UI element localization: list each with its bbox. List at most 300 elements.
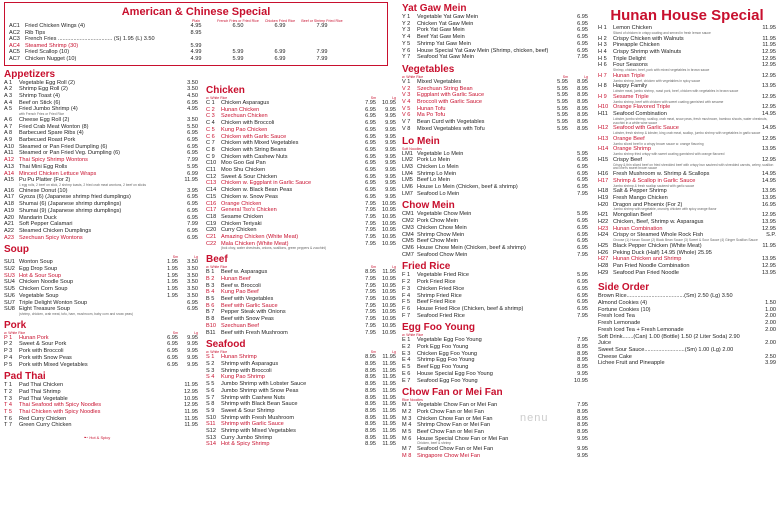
item-price-small: 8.95 [365, 414, 376, 421]
side-order-row [598, 354, 776, 361]
item-name: Seafood with Garlic Sauce [613, 125, 679, 132]
menu-item-row [402, 232, 588, 239]
item-price-small: 8.95 [365, 381, 376, 388]
item-code: H11 [598, 111, 608, 118]
item-price-small: 8.95 [365, 421, 376, 428]
menu-item-row [402, 245, 588, 252]
item-code: CM6 [402, 244, 414, 251]
item-code: A 4 [4, 99, 13, 106]
item-name: Curry Chicken [221, 227, 257, 234]
item-code: H17 [598, 177, 609, 184]
size-large-label: Lg [392, 350, 396, 355]
item-code: B 4 [206, 289, 215, 296]
item-description: Jumbo shrimp with vegetable, crunchy chicken with spicy orange flavor [613, 207, 717, 212]
item-price: 6.95 [187, 150, 198, 157]
menu-item-row [4, 409, 198, 416]
item-name: Chicken Asparagus [221, 100, 270, 106]
item-price: 6.95 [187, 136, 198, 143]
item-price: 8.95 [577, 344, 588, 351]
item-name: Chicken Chow Mein [417, 224, 467, 231]
item-price: S.P. [766, 232, 776, 239]
menu-item-row [598, 226, 776, 233]
american-chinese-special-list [9, 23, 383, 63]
section-vegetables [402, 64, 588, 133]
item-name: Shrimp with Cashew Nuts [221, 394, 286, 401]
item-name: House Special Egg Foo Young [417, 370, 493, 377]
item-name: Broccoli with Garlic Sauce [417, 99, 482, 106]
item-code: B 6 [206, 302, 215, 309]
item-code: A 3 [4, 92, 13, 99]
item-code: LM5 [402, 177, 413, 184]
item-price: 4.50 [187, 92, 198, 99]
item-price-small: 5.95 [557, 125, 568, 132]
item-name: Sweet & Sour Shrimp [221, 407, 275, 414]
item-price: 11.95 [184, 382, 198, 389]
item-name: Chicken Lo Mein [417, 163, 459, 170]
item-price-small: 8.95 [365, 428, 376, 435]
item-code: H27 [598, 256, 609, 263]
item-name: Egg Drop Soup [19, 266, 58, 273]
item-code: V 8 [402, 125, 411, 132]
item-code: B 7 [206, 309, 215, 316]
item-price: 13.95 [762, 256, 776, 263]
item-price [175, 36, 217, 43]
menu-item-row [206, 316, 396, 323]
item-description: Jumbo sliced beef in a crispy brown sauce w. orange flavoring [613, 141, 704, 146]
item-price-large: 10.95 [382, 207, 396, 214]
item-price: 6.95 [577, 305, 588, 312]
item-price: 7.99 [316, 49, 328, 56]
item-name: Chicken Corn Soup [19, 286, 68, 293]
item-code: H12 [598, 125, 609, 132]
menu-item-row [598, 219, 776, 226]
section-note: (bok choy, water chestnuts, onions, scallions, green peppers & zucchini) [221, 246, 327, 251]
menu-item-row [4, 80, 198, 87]
item-code: A17 [4, 194, 14, 201]
item-price: 11.95 [762, 35, 776, 42]
menu-item-row [598, 104, 776, 111]
item-price-large: 11.95 [382, 374, 396, 381]
item-name: Bean Curd with Vegetables [417, 119, 485, 126]
item-name: Fresh Lemonade [598, 320, 641, 327]
item-price: 6.95 [577, 231, 588, 238]
size-small-label: Sm [370, 96, 376, 100]
item-code: V 3 [402, 92, 411, 99]
item-code: C 4 [206, 120, 215, 127]
menu-item-row [402, 306, 588, 313]
item-name: Chicken with Mixed Vegetables [221, 140, 299, 147]
item-price: 13.95 [762, 269, 776, 276]
item-name: Shumai (6) (Japanese shrimp dumplings) [19, 201, 122, 208]
item-code: A20 [4, 214, 14, 221]
item-name: Orange Beef [613, 135, 645, 142]
menu-item-row [4, 273, 198, 280]
menu-item-row [206, 214, 396, 221]
watermark-text: nenu [520, 412, 549, 424]
item-price [217, 30, 259, 37]
item-name: Steamed Shrimp (30) [25, 42, 79, 49]
item-name: Crispy Shrimp with Walnuts [613, 48, 682, 55]
item-code: C19 [206, 220, 217, 227]
item-price-small: 7.95 [365, 296, 376, 303]
item-code: LM4 [402, 170, 413, 177]
item-code: M 3 [402, 415, 412, 422]
item-name: Pan Fried Noodle Combination [613, 262, 690, 269]
item-code: A23 [4, 234, 14, 241]
menu-item-row [402, 337, 588, 344]
section-egg-foo-young [402, 322, 588, 384]
item-code: S13 [206, 434, 216, 441]
item-name: Fresh Iced Tea + Fresh Lemonade [598, 326, 684, 333]
item-price: 7.95 [577, 251, 588, 258]
item-price-small: 8.95 [365, 361, 376, 367]
item-name: Barbecued Roast Pork [19, 136, 76, 143]
item-price-small: 6.95 [365, 106, 376, 113]
menu-item-row [402, 211, 588, 218]
item-name: Jumbo Shrimp with Lobster Sauce [221, 381, 307, 388]
side-order-row [598, 334, 776, 341]
item-name: Pepper Steak with Onions [221, 309, 286, 316]
item-price: 7.95 [577, 337, 588, 344]
menu-item-row [206, 174, 396, 181]
item-name: Chicken Egg Foo Young [417, 350, 478, 357]
item-price-small: 7.95 [365, 275, 376, 282]
item-price-large: 9.95 [187, 341, 198, 348]
item-name: Pad Thai Shrimp [19, 388, 61, 395]
item-name: Sweet Sour Sauce..........................(Sm) 1.00 (Lg) 2.00 [598, 346, 734, 353]
item-price: 12.95 [762, 262, 776, 269]
menu-item-row [206, 154, 396, 161]
menu-item-row [402, 252, 588, 259]
item-price-small: 7.95 [365, 213, 376, 220]
menu-item-row [4, 335, 198, 342]
column-3-sections [402, 3, 588, 460]
menu-item-row [402, 164, 588, 171]
item-price: 6.95 [577, 27, 588, 34]
menu-item-row [402, 429, 588, 436]
item-name: House Fried Rice (Chicken, beef & shrimp) [417, 305, 524, 312]
item-name: Kung Pao Beef [221, 289, 259, 296]
item-name: Shrimp with Garlic Sauce [221, 421, 284, 428]
item-name: Dragon and Phoenix (For 2) [613, 201, 683, 208]
menu-item-row [402, 151, 588, 158]
item-name: Vegetable Yat Gaw Mein [417, 14, 479, 20]
item-price-large: 9.95 [385, 187, 396, 194]
item-code: F 6 [402, 305, 411, 312]
item-price-small: 5.95 [557, 85, 568, 92]
menu-item-row [598, 263, 776, 270]
section-subtitle: w. White Rice [206, 265, 228, 270]
menu-item-row [402, 92, 588, 99]
item-code: T 3 [4, 395, 12, 402]
item-name: Pork Yat Gaw Mein [417, 27, 465, 34]
menu-item-row [402, 402, 588, 409]
item-name: Vegetable Chow Fan or Mei Fan [417, 402, 498, 409]
menu-item-row [598, 49, 776, 56]
item-price: 6.95 [577, 157, 588, 164]
item-price-small: 7.95 [365, 316, 376, 323]
item-code: C17 [206, 207, 217, 214]
item-code: E 7 [402, 377, 411, 384]
item-price-large: 10.95 [382, 275, 396, 282]
item-price-small: 8.95 [365, 394, 376, 401]
menu-item-row [206, 354, 396, 361]
item-name: Eight Treasure Soup [19, 306, 70, 313]
menu-item-row [4, 86, 198, 93]
item-name: General Tso's Chicken [221, 207, 277, 214]
item-price: 5.95 [577, 150, 588, 157]
side-order-list [598, 293, 776, 367]
item-code: Y 7 [402, 54, 411, 61]
item-code: H29 [598, 269, 609, 276]
item-name: House Lo Mein (Chicken, beef & shrimp) [417, 184, 518, 191]
item-name: Singapore Chow Mei Fan [417, 452, 481, 459]
item-name: Beef Lo Mein [417, 177, 450, 184]
menu-item-row [4, 221, 198, 228]
size-large-label: Lg [194, 255, 198, 260]
item-price-large: 8.95 [577, 78, 588, 85]
item-code: B10 [206, 322, 216, 329]
size-small-label: Sm [562, 74, 568, 79]
item-code: S 7 [206, 394, 215, 401]
side-order-row [598, 340, 776, 347]
menu-column-4 [598, 0, 776, 367]
menu-item-row [206, 368, 396, 375]
item-name: Chicken with Broccoli [221, 120, 275, 127]
menu-item-row [402, 238, 588, 245]
menu-item-row [206, 221, 396, 228]
menu-item-row [4, 235, 198, 242]
item-price: 6.95 [187, 201, 198, 208]
item-price: 13.95 [762, 188, 776, 195]
item-price-large: 8.95 [577, 119, 588, 126]
item-price: 6.95 [577, 34, 588, 41]
menu-item-row [206, 207, 396, 214]
item-code: H10 [598, 104, 609, 111]
price-column-header: Beef or Shrimp Fried Rice [301, 19, 343, 23]
item-price-large: 10.95 [382, 309, 396, 316]
item-price: 6.95 [577, 292, 588, 299]
item-price: 6.95 [187, 214, 198, 221]
item-code: C22 [206, 240, 217, 247]
item-price-large: 9.95 [385, 153, 396, 160]
menu-item-row [402, 41, 588, 48]
item-name: Shrimp & Scallop in Garlic Sauce [613, 177, 696, 184]
item-name: Beef Chow Mein [417, 238, 459, 245]
item-name: House Special Yat Gaw Mein (Shrimp, chicken, beef) [417, 47, 549, 54]
item-name: Seafood Pan Fried Noodle [613, 269, 679, 276]
item-price-large: 8.95 [577, 85, 588, 92]
item-name: Pineapple Chicken [613, 42, 660, 49]
item-code: P 5 [4, 361, 13, 368]
menu-item-row [4, 266, 198, 273]
item-price-small: 6.95 [167, 334, 178, 341]
item-price-large: 9.95 [187, 354, 198, 361]
menu-item-row [598, 188, 776, 195]
item-price-small: 6.95 [365, 153, 376, 160]
item-price-large: 10.95 [382, 220, 396, 227]
item-name: Szechuan Chicken [221, 113, 268, 120]
side-order-row [598, 360, 776, 367]
item-code: Y 4 [402, 34, 411, 41]
item-code: P 4 [4, 354, 13, 361]
section-appetizers [4, 69, 198, 242]
menu-item-row [4, 130, 198, 137]
item-code: M 5 [402, 429, 412, 436]
item-price: 4.99 [190, 55, 202, 62]
item-price [259, 43, 301, 50]
item-price: 6.95 [577, 279, 588, 286]
item-code: C20 [206, 227, 217, 234]
item-price: 7.99 [187, 157, 198, 164]
item-name: Kung Pao Chicken [221, 126, 268, 133]
item-price-small: 7.95 [365, 220, 376, 227]
item-name: Hot & Sour Soup [19, 272, 61, 279]
item-price: 5.99 [190, 42, 202, 49]
item-price-small: 7.95 [365, 309, 376, 316]
hunan-house-special-title: Hunan House Special [610, 7, 764, 24]
item-price-large: 10.95 [382, 302, 396, 309]
item-price-large: 3.50 [187, 279, 198, 286]
item-description: Crispy & thin sliced beef on fried shredded beef with crispy bun sauteed with shredded carrots, celery, scallion and chef's sweet brown sauce [613, 162, 774, 171]
item-name: Beef Fried Rice [417, 299, 456, 306]
item-price-small: 1.95 [167, 272, 178, 279]
item-code: V 1 [402, 78, 411, 85]
menu-item-row [598, 56, 776, 63]
item-price-small: 6.95 [365, 120, 376, 127]
item-price-large: 3.50 [187, 272, 198, 279]
item-price-large: 8.95 [577, 112, 588, 119]
item-price: 6.95 [577, 163, 588, 170]
item-price: 1.50 [765, 300, 776, 307]
item-name: Steamed Chicken Dumplings [19, 227, 92, 234]
item-price: 9.95 [577, 446, 588, 453]
item-name: Seafood Chow Fan or Mei Fan [417, 446, 494, 453]
item-price-small: 8.95 [365, 367, 376, 374]
item-price-large: 8.95 [577, 105, 588, 112]
menu-item-row [4, 144, 198, 151]
menu-item-row [206, 187, 396, 194]
item-price: 9.95 [577, 452, 588, 459]
item-code: A11 [4, 150, 14, 157]
item-code: V 2 [402, 85, 411, 92]
item-name: Shrimp with Black Bean Sauce [221, 401, 298, 408]
item-price-small: 7.95 [365, 200, 376, 207]
menu-item-row [206, 201, 396, 208]
item-code: E 2 [402, 344, 411, 351]
item-price [217, 36, 259, 43]
item-code: AC3 [9, 36, 20, 43]
item-price-large: 3.50 [187, 292, 198, 299]
item-price: 6.99 [274, 49, 286, 56]
menu-item-row [4, 382, 198, 389]
item-price: 3.50 [187, 79, 198, 86]
menu-item-row [402, 21, 588, 28]
item-name: Brown Rice.....................................(Sm) 2.50 (Lg) 3.50 [598, 293, 733, 300]
item-description: (shrimp, chicken, crab meat, tofu, ham, mushroom, baby corn and snow peas) [19, 311, 133, 316]
item-price: 11.95 [762, 42, 776, 49]
item-price: 13.95 [762, 218, 776, 225]
menu-item-row [206, 395, 396, 402]
item-name: Fortune Cookies (10) [598, 306, 651, 313]
item-name: Salt & Pepper Shrimp [613, 188, 667, 195]
item-code: T 1 [4, 382, 12, 389]
item-price-large: 8.95 [577, 92, 588, 99]
item-price: 3.50 [187, 116, 198, 123]
item-name: Ma Po Tofu [417, 112, 446, 119]
menu-item-row [206, 435, 396, 442]
item-price-large: 9.95 [385, 106, 396, 113]
menu-item-row [4, 93, 198, 100]
menu-item-row [206, 415, 396, 422]
item-name: Chicken with String Beans [221, 146, 287, 153]
price-column-header: French Fries or Fried Rice [217, 19, 259, 23]
item-price-small: 1.95 [167, 259, 178, 266]
item-description: Jumbo shrimp & fresh scallop sauteed with garlic sauce [613, 183, 695, 188]
item-code: S14 [206, 441, 216, 448]
item-price-small: 7.95 [365, 302, 376, 309]
menu-item-row [206, 401, 396, 408]
item-code: M 7 [402, 446, 412, 453]
item-price-small: 7.95 [365, 234, 376, 241]
item-price-small: 8.95 [365, 354, 376, 361]
item-name: Pork with Broccoli [19, 348, 64, 355]
item-code: H 8 [598, 83, 607, 90]
menu-item-row [598, 243, 776, 250]
item-price-small: 5.95 [557, 119, 568, 126]
item-price-small: 6.95 [365, 160, 376, 167]
section-title: Pork [4, 319, 27, 331]
item-code: M 1 [402, 402, 412, 409]
item-name: Mandarin Duck [19, 214, 57, 221]
item-name: Beef Egg Foo Young [417, 364, 469, 371]
item-price-small: 6.95 [167, 348, 178, 355]
menu-item-row [402, 48, 588, 55]
menu-item-row [402, 364, 588, 371]
item-price-large: 9.95 [385, 126, 396, 133]
menu-item-row [402, 14, 588, 21]
item-price-large: 10.95 [382, 240, 396, 247]
item-price-large: 9.95 [385, 180, 396, 187]
item-code: A 8 [4, 130, 13, 137]
item-name: Pad Thai Vegetable [19, 395, 68, 402]
item-code: CM4 [402, 231, 414, 238]
item-price-large: 8.95 [577, 125, 588, 132]
item-code: H18 [598, 188, 609, 195]
item-price: 9.95 [577, 370, 588, 377]
item-code: AC7 [9, 55, 20, 62]
item-price-large: 10.95 [382, 296, 396, 303]
item-name: Pork Egg Foo Young [417, 344, 469, 351]
item-price: 14.95 [762, 111, 776, 118]
section-yat-gaw-mein [402, 3, 588, 61]
item-code: F 5 [402, 299, 411, 306]
item-name: Moo Shu Chicken [221, 167, 266, 174]
item-description: Shrimp, chicken, beef, pork with mixed vegetables in brown sauce [613, 68, 710, 73]
menu-item-row [402, 54, 588, 61]
item-name: Shrimp with Fresh Mushroom [221, 414, 295, 421]
item-price: 14.95 [762, 125, 776, 132]
item-name: Seafood Yat Gaw Mein [417, 54, 475, 61]
item-price: 6.95 [577, 40, 588, 47]
item-code: C14 [206, 187, 217, 194]
item-price-small: 7.95 [365, 240, 376, 247]
item-name: Hunan Beef [221, 275, 251, 282]
item-code: Y 2 [402, 20, 411, 27]
menu-item-row [402, 293, 588, 300]
item-name: Black Pepper Chicken (White Meat) [613, 242, 702, 249]
item-description: with French Fries or Fried Rice [19, 112, 65, 117]
